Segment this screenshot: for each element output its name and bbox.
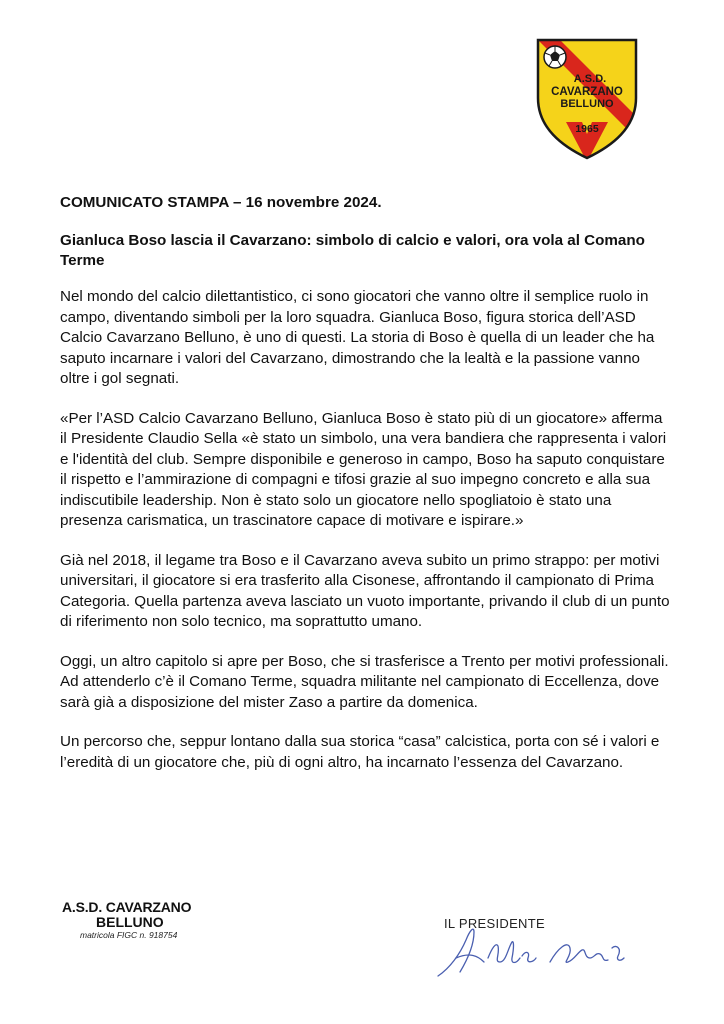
footer-club-city: BELLUNO: [96, 914, 164, 930]
paragraph-5: Un percorso che, seppur lontano dalla sua storica “casa” calcistica, porta con sé i valori e l’eredità di un giocatore che, più di ogni altro, ha incarnato l’essenza del Cavarzano.: [60, 733, 660, 771]
press-release-title: Gianluca Boso lascia il Cavarzano: simbolo di calcio e valori, ora vola al Comano Terme: [60, 232, 645, 269]
paragraph-4: Oggi, un altro capitolo si apre per Boso, che si trasferisce a Trento per motivi professionali. Ad attenderlo c’è il Comano Terme, squadra militante nel campionato di Eccellenza, dove sarà già a disposizione del mister Zaso a partire da domenica.: [60, 652, 669, 711]
press-release-heading: COMUNICATO STAMPA – 16 novembre 2024.: [60, 194, 382, 211]
crest-year: 1965: [575, 123, 599, 135]
president-label: IL PRESIDENTE: [444, 916, 545, 931]
club-crest-logo: [534, 36, 640, 162]
press-release-body: [60, 193, 670, 792]
paragraph-3: Già nel 2018, il legame tra Boso e il Cavarzano aveva subito un primo strappo: per motivi universitari, il giocatore si era trasferito alla Cisonese, affrontando il campionato di Prima Categoria. Quella partenza aveva lasciato un vuoto importante, privando il club di un punto di riferimento non solo tecnico, ma soprattutto umano.: [60, 551, 670, 630]
footer-matricola: matricola FIGC n. 918754: [80, 930, 178, 940]
crest-line1: A.S.D.: [573, 73, 607, 85]
footer-club-name: A.S.D. CAVARZANO: [62, 899, 192, 915]
soccer-ball-icon: [544, 46, 566, 68]
paragraph-2: «Per l’ASD Calcio Cavarzano Belluno, Gianluca Boso è stato più di un giocatore» afferma il Presidente Claudio Sella «è stato un simbolo, una vera bandiera che rappresenta i valori e l'identità del club. Sempre disponibile e generoso in campo, Boso ha saputo conquistare il rispetto e l’ammirazione di compagni e tifosi grazie al suo impegno concreto e alla sua indiscutibile leadership. Non è stato solo un giocatore nello spogliatoio è stato una presenza carismatica, un trascinatore capace di motivare e ispirare.»: [60, 409, 667, 529]
crest-line2: CAVARZANO: [551, 86, 623, 98]
crest-line3: BELLUNO: [560, 98, 614, 110]
paragraph-1: Nel mondo del calcio dilettantistico, ci sono giocatori che vanno oltre il semplice ruolo in campo, diventando simboli per la loro squadra. Gianluca Boso, figura storica dell’ASD Calcio Cavarzano Belluno, è uno di questi. La storia di Boso è quella di un leader che ha saputo incarnare i valori del Cavarzano, dimostrando che la lealtà e la passione vanno oltre i gol segnati.: [60, 288, 655, 387]
footer-club-logo: [62, 900, 212, 941]
